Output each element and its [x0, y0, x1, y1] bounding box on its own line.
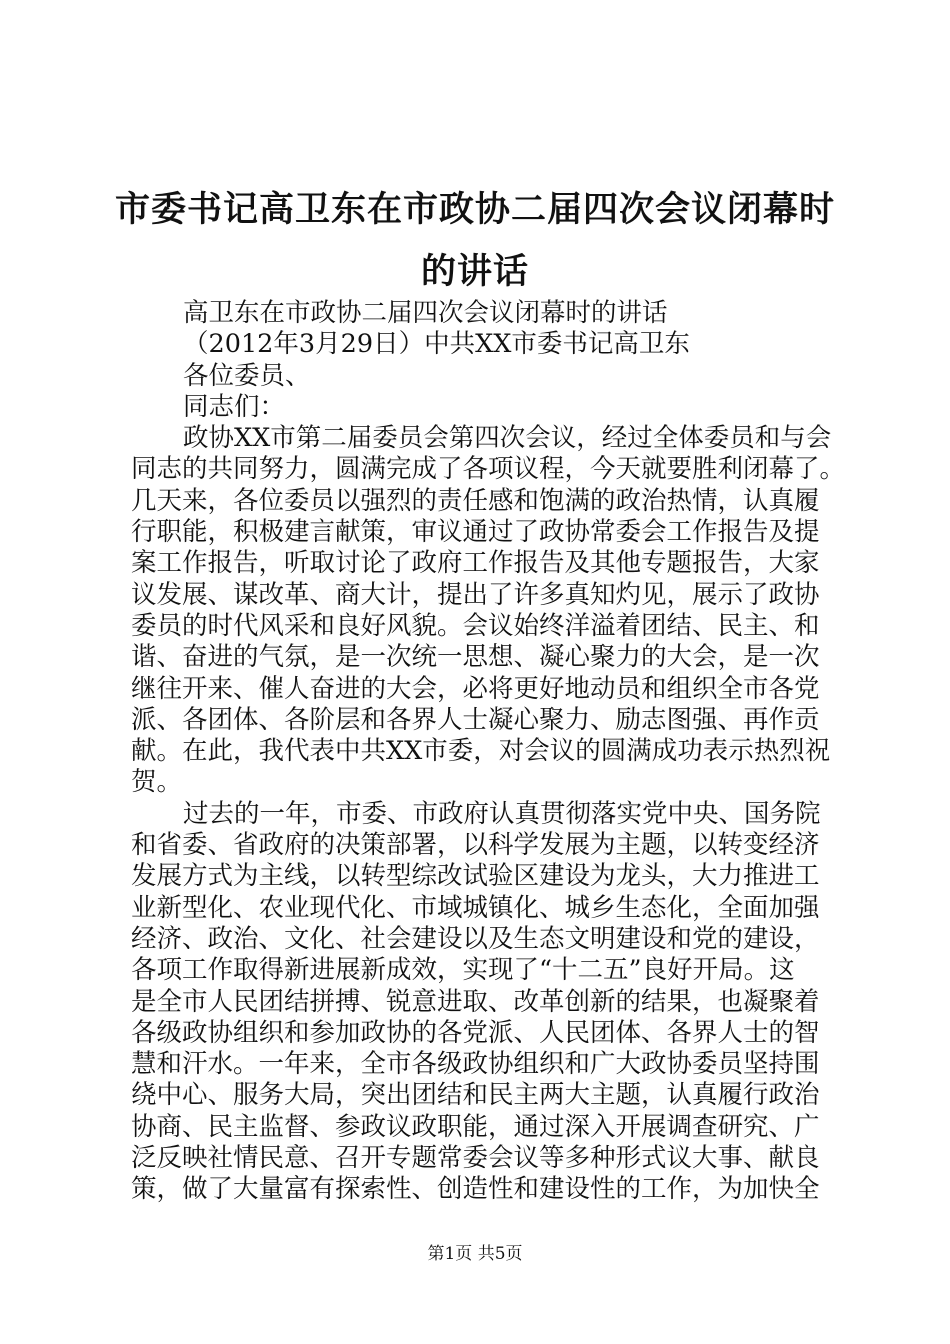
- text-line: 策，做了大量富有探索性、创造性和建设性的工作，为加快全: [131, 1174, 820, 1205]
- text-line: 泛反映社情民意、召开专题常委会议等多种形式议大事、献良: [131, 1143, 820, 1174]
- text-line: 和省委、省政府的决策部署，以科学发展为主题，以转变经济: [131, 830, 820, 861]
- text-line: 谐、奋进的气氛，是一次统一思想、凝心聚力的大会，是一次: [131, 642, 820, 673]
- text-line: 经济、政治、文化、社会建设以及生态文明建设和党的建设，: [131, 923, 820, 954]
- text-line: 过去的一年，市委、市政府认真贯彻落实党中央、国务院: [183, 798, 821, 829]
- text-line: （2012年3月29日）中共XX市委书记高卫东: [183, 329, 690, 360]
- text-line: 案工作报告，听取讨论了政府工作报告及其他专题报告，大家: [131, 548, 820, 579]
- text-line: 各位委员、: [183, 360, 311, 391]
- text-line: 行职能，积极建言献策，审议通过了政协常委会工作报告及提: [131, 517, 820, 548]
- document-title-line2: 的讲话: [420, 251, 529, 292]
- text-line: 派、各团体、各阶层和各界人士凝心聚力、励志图强、再作贡: [131, 704, 820, 735]
- document-body: [131, 298, 846, 1206]
- text-line: 绕中心、服务大局，突出团结和民主两大主题，认真履行政治: [131, 1080, 820, 1111]
- text-line: 几天来，各位委员以强烈的责任感和饱满的政治热情，认真履: [131, 485, 820, 516]
- text-line: 高卫东在市政协二届四次会议闭幕时的讲话: [183, 298, 668, 328]
- text-line: 委员的时代风采和良好风貌。会议始终洋溢着团结、民主、和: [131, 610, 820, 641]
- text-line: 献。在此，我代表中共XX市委，对会议的圆满成功表示热烈祝: [131, 736, 831, 767]
- text-line: 各项工作取得新进展新成效，实现了“十二五”良好开局。这: [131, 955, 795, 986]
- page-footer: 第1页 共5页: [427, 1244, 523, 1264]
- text-line: 是全市人民团结拼搏、锐意进取、改革创新的结果，也凝聚着: [131, 986, 820, 1017]
- text-line: 同志们：: [183, 391, 286, 422]
- text-line: 协商、民主监督、参政议政职能，通过深入开展调查研究、广: [131, 1111, 820, 1142]
- text-line: 发展方式为主线，以转型综改试验区建设为龙头，大力推进工: [131, 861, 820, 892]
- text-line: 贺。: [131, 767, 183, 798]
- text-line: 慧和汗水。一年来，全市各级政协组织和广大政协委员坚持围: [131, 1049, 820, 1080]
- text-line: 继往开来、催人奋进的大会，必将更好地动员和组织全市各党: [131, 673, 820, 704]
- text-line: 业新型化、农业现代化、市域城镇化、城乡生态化，全面加强: [131, 892, 820, 923]
- text-line: 同志的共同努力，圆满完成了各项议程，今天就要胜利闭幕了。: [131, 454, 846, 485]
- text-line: 各级政协组织和参加政协的各党派、人民团体、各界人士的智: [131, 1017, 820, 1048]
- document-title-line1: 市委书记高卫东在市政协二届四次会议闭幕时: [114, 189, 835, 230]
- text-line: 议发展、谋改革、商大计，提出了许多真知灼见，展示了政协: [131, 579, 820, 610]
- text-line: 政协XX市第二届委员会第四次会议，经过全体委员和与会: [183, 423, 832, 454]
